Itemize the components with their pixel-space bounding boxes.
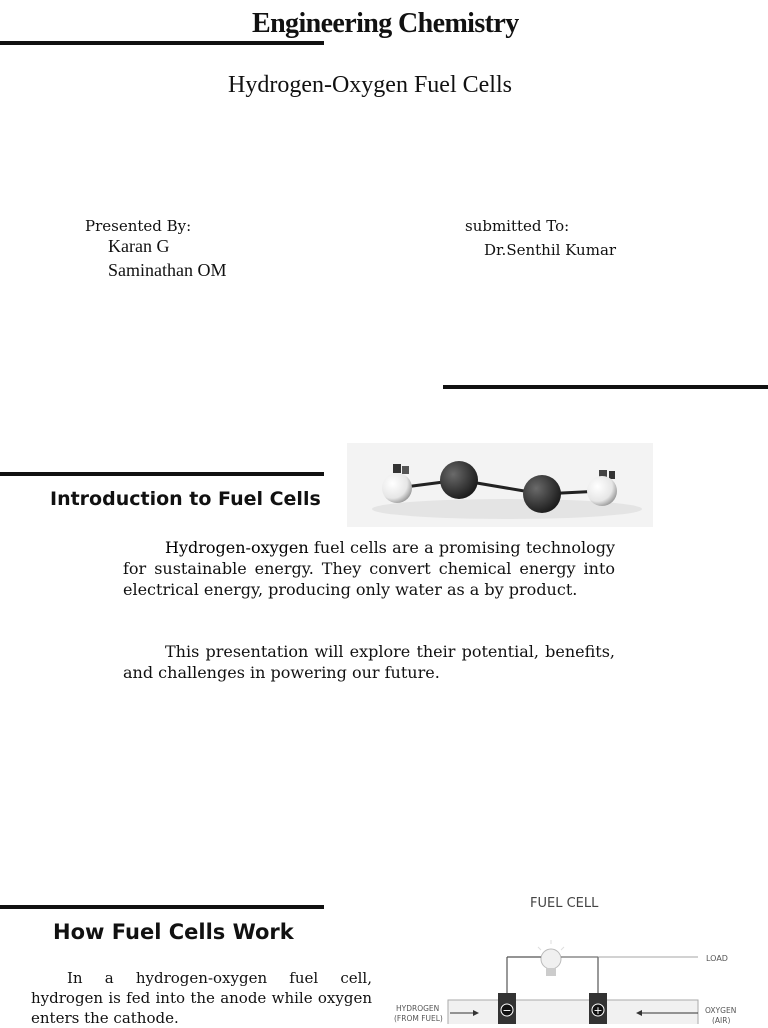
hydrogen-label: HYDROGEN (396, 1004, 440, 1013)
fuel-cell-diagram (380, 880, 768, 1024)
presented-by-label: Presented By: (85, 217, 192, 235)
page-title: Engineering Chemistry (252, 8, 519, 39)
intro-paragraph-2: This presentation will explore their potential, benefits, and challenges in powering our future. (123, 642, 615, 682)
submitted-to-name: Dr.Senthil Kumar (484, 241, 617, 259)
slide-divider-rule (443, 385, 768, 389)
load-label: LOAD (706, 954, 728, 963)
top-left-rule (0, 41, 324, 45)
presenter-name: Saminathan OM (108, 260, 227, 280)
oxygen-source-label: (AIR) (712, 1016, 731, 1024)
cathode-sign: + (593, 1004, 603, 1017)
submitted-to-label: submitted To: (465, 217, 570, 235)
how-paragraph: In a hydrogen-oxygen fuel cell, hydrogen is fed into the anode while oxygen enters the cathode. (31, 969, 372, 1027)
highlighted-term: Hydrogen-oxygen (165, 538, 309, 557)
page-subtitle: Hydrogen-Oxygen Fuel Cells (228, 72, 512, 98)
oxygen-label: OXYGEN (705, 1006, 737, 1015)
hydrogen-source-label: (FROM FUEL) (394, 1014, 443, 1023)
molecule-image (347, 443, 653, 527)
how-heading: How Fuel Cells Work (53, 920, 294, 944)
diagram-title: FUEL CELL (530, 896, 599, 911)
intro-heading-rule (0, 472, 324, 476)
presenter-name: Karan G (108, 236, 170, 256)
anode-sign: − (502, 1004, 512, 1017)
how-heading-rule (0, 905, 324, 909)
intro-heading: Introduction to Fuel Cells (50, 488, 321, 510)
intro-paragraph-1: Hydrogen-oxygen fuel cells are a promising technology for sustainable energy. They convert chemical energy into electrical energy, producing only water as a by product. (123, 538, 615, 599)
